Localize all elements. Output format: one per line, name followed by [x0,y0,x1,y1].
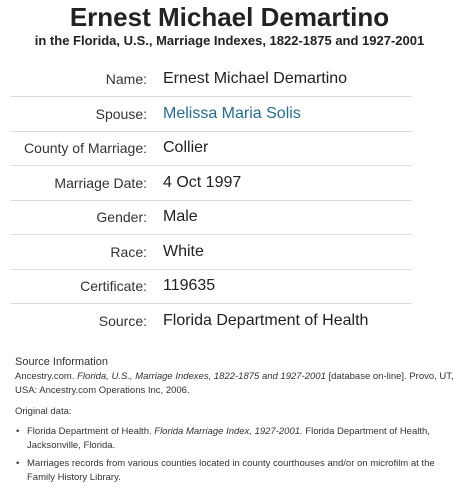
record-row-certificate [10,269,412,304]
field-value-race: White [163,242,204,260]
citation-title: Florida, U.S., Marriage Indexes, 1822-1875 and 1927-2001 [77,371,326,382]
field-label: Spouse: [95,105,147,122]
record-row-county [10,131,412,166]
original-data-heading: Original data: [15,406,72,417]
field-value-name: Ernest Michael Demartino [163,70,348,87]
bullet-icon: • [16,426,20,437]
record-row-name [10,62,412,97]
record-table [10,62,412,338]
field-label: Gender: [96,209,147,226]
citation-suffix: [database on-line]. Provo, UT, USA: Ancestry.com Operations Inc, 2006. [15,371,454,396]
spouse-link[interactable]: Melissa Maria Solis [163,104,301,122]
list-item [16,425,455,453]
field-label: Source: [98,313,147,329]
original-data-title: Florida Marriage Index, 1927-2001. [154,426,303,437]
original-data-list [15,425,455,485]
original-data-suffix: Florida Department of Health, Jacksonville, Florida. [27,426,430,451]
source-information [15,355,455,489]
record-row-marriage-date [10,166,412,201]
field-value-spouse [163,97,412,132]
source-citation [15,370,455,398]
source-information-heading: Source Information [15,356,108,368]
bullet-icon: • [16,458,20,469]
citation-prefix: Ancestry.com. [15,371,78,382]
list-item [16,457,455,485]
page-subtitle: in the Florida, U.S., Marriage Indexes, 1822-1875 and 1927-2001 [34,33,425,48]
field-label: Race: [110,243,147,260]
field-value-county: Collier [163,139,209,157]
field-value-gender: Male [163,208,198,226]
page-title: Ernest Michael Demartino [69,2,390,32]
original-data-text: Marriages records from various counties located in county courthouses and/or on microfilm at the Family History Library. [27,458,435,483]
original-data-prefix: Florida Department of Health. [27,426,155,437]
field-value-source: Florida Department of Health [163,312,369,329]
record-row-source [10,304,412,339]
field-label: Certificate: [80,278,147,295]
field-label: County of Marriage: [24,140,147,157]
record-row-spouse [10,97,412,132]
field-value-certificate: 119635 [163,277,216,295]
field-value-marriage-date: 4 Oct 1997 [163,173,242,191]
field-label: Name: [105,71,147,87]
record-row-race [10,235,412,270]
field-label: Marriage Date: [54,174,147,191]
record-row-gender [10,200,412,235]
